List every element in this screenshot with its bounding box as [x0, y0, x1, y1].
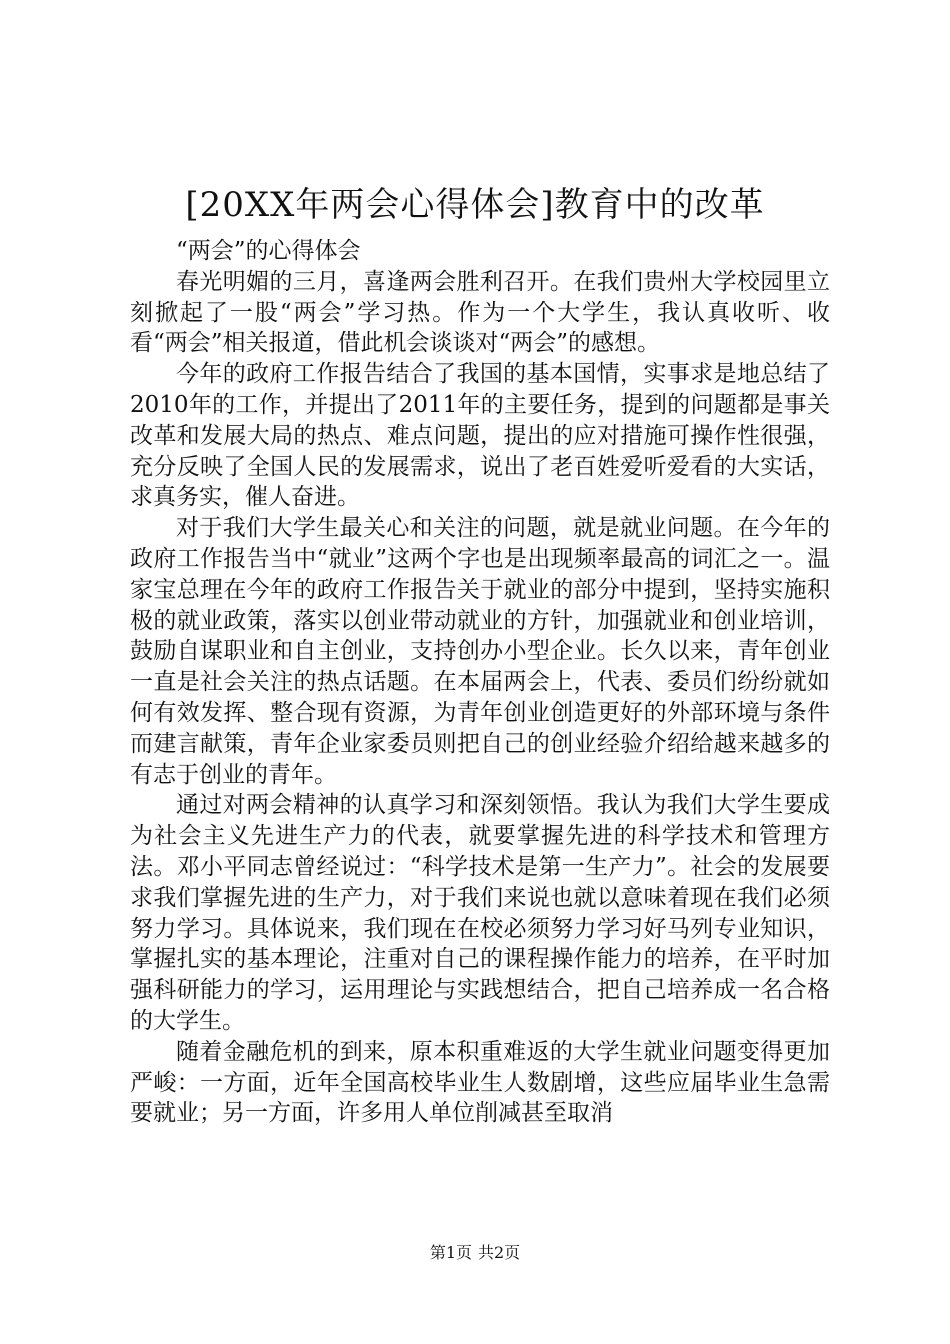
page-total: 共2页: [478, 1243, 521, 1262]
body-paragraph: 今年的政府工作报告结合了我国的基本国情，实事求是地总结了2010年的工作，并提出了2011年的主要任务，提到的问题都是事关改革和发展大局的热点、难点问题，提出的应对措施可操作性很强，充分反映了全国人民的发展需求，说出了老百姓爱听爱看的大实话，求真务实，催人奋进。: [130, 361, 830, 511]
body-paragraph: 通过对两会精神的认真学习和深刻领悟。我认为我们大学生要成为社会主义先进生产力的代表，就要掌握先进的科学技术和管理方法。邓小平同志曾经说过：“科学技术是第一生产力”。社会的发展要求我们掌握先进的生产力，对于我们来说也就以意味着现在我们必须努力学习。具体说来，我们现在在校必须努力学习好马列专业知识，掌握扎实的基本理论，注重对自己的课程操作能力的培养，在平时加强科研能力的学习，运用理论与实践想结合，把自己培养成一名合格的大学生。: [130, 792, 830, 1034]
page-footer: [0, 1243, 950, 1263]
document-body: [130, 236, 830, 1129]
section-heading: “两会”的心得体会: [176, 238, 361, 264]
document-title: [20XX年两会心得体会]教育中的改革: [185, 185, 765, 225]
page-number: 第1页: [429, 1243, 472, 1262]
body-paragraph: 对于我们大学生最关心和关注的问题，就是就业问题。在今年的政府工作报告当中“就业”这两个字也是出现频率最高的词汇之一。温家宝总理在今年的政府工作报告关于就业的部分中提到，坚持实施积极的就业政策，落实以创业带动就业的方针，加强就业和创业培训，鼓励自谋职业和自主创业，支持创办小型企业。长久以来，青年创业一直是社会关注的热点话题。在本届两会上，代表、委员们纷纷就如何有效发挥、整合现有资源，为青年创业创造更好的外部环境与条件而建言献策，青年企业家委员则把自己的创业经验介绍给越来越多的有志于创业的青年。: [130, 515, 830, 788]
body-paragraph: 春光明媚的三月，喜逢两会胜利召开。在我们贵州大学校园里立刻掀起了一股“两会”学习热。作为一个大学生，我认真收听、收看“两会”相关报道，借此机会谈谈对“两会”的感想。: [130, 268, 830, 357]
body-paragraph: 随着金融危机的到来，原本积重难返的大学生就业问题变得更加严峻：一方面，近年全国高校毕业生人数剧增，这些应届毕业生急需要就业；另一方面，许多用人单位削减甚至取消: [130, 1038, 830, 1127]
